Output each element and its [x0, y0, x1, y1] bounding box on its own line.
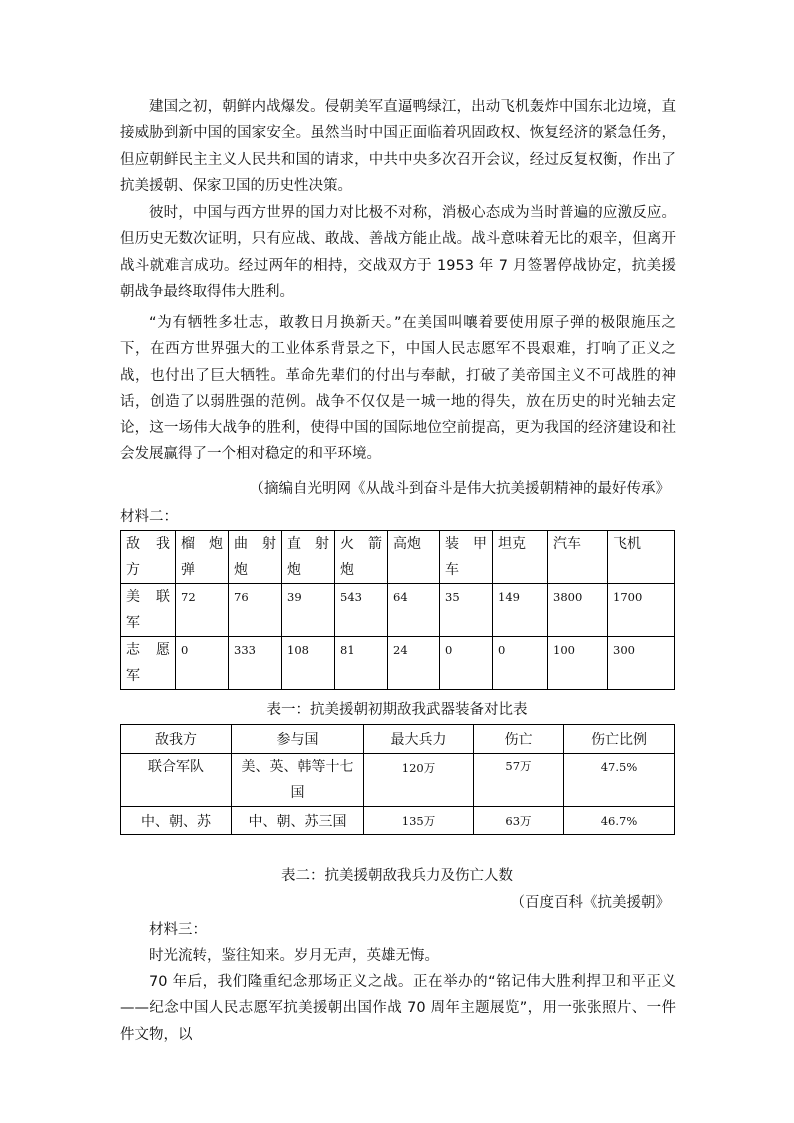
table-cell: 135万: [364, 807, 474, 835]
table-row: [121, 584, 675, 637]
table-header-cell: 高炮: [388, 531, 440, 584]
table-cell: 1700: [608, 584, 675, 637]
table-header-cell: 参与国: [232, 725, 364, 754]
table-cell: 72: [176, 584, 229, 637]
table-cell: 3800: [548, 584, 608, 637]
table-header-cell: 伤亡: [474, 725, 564, 754]
table-cell: 57万: [474, 754, 564, 807]
table-cell: 39: [282, 584, 335, 637]
table-cell: 35: [440, 584, 493, 637]
table-header-cell: 敌 我 方: [121, 531, 176, 584]
paragraph-1: 建国之初，朝鲜内战爆发。侵朝美军直逼鸭绿江，出动飞机轰炸中国东北边境，直接威胁到新中国的国家安全。虽然当时中国正面临着巩固政权、恢复经济的紧急任务，但应朝鲜民主主义人民共和国的请求，中共中央多次召开会议，经过反复权衡，作出了抗美援朝、保家卫国的历史性决策。: [120, 99, 676, 194]
table-header-cell: 最大兵力: [364, 725, 474, 754]
table-cell: 志 愿 军: [121, 637, 176, 690]
table-cell: 中、朝、苏三国: [232, 807, 364, 835]
table-cell: 63万: [474, 807, 564, 835]
table-cell: 333: [229, 637, 282, 690]
table-cell: 543: [335, 584, 388, 637]
table-header-cell: 伤亡比例: [564, 725, 675, 754]
table-cell: 108: [282, 637, 335, 690]
table-header-cell: 装 甲 车: [440, 531, 493, 584]
table-row: [121, 637, 675, 690]
table-cell: 47.5%: [564, 754, 675, 807]
table-header-cell: 飞机: [608, 531, 675, 584]
table-header-cell: 汽车: [548, 531, 608, 584]
table-row: [121, 807, 675, 835]
table-cell: 100: [548, 637, 608, 690]
table-header-cell: 敌我方: [121, 725, 232, 754]
paragraph-4: 时光流转，鉴往知来。岁月无声，英雄无悔。: [149, 948, 439, 964]
table-cell: 联合军队: [121, 754, 232, 807]
table-cell: 149: [493, 584, 548, 637]
material-2-label: 材料二：: [120, 509, 178, 525]
paragraph-5: 70 年后，我们隆重纪念那场正义之战。正在举办的“铭记伟大胜利捍卫和平正义——纪念中国人民志愿军抗美援朝出国作战 70 周年主题展览”，用一张张照片、一件件文物，以: [120, 974, 676, 1043]
table-cell: 0: [440, 637, 493, 690]
table-cell: 24: [388, 637, 440, 690]
table-header-cell: 直 射 炮: [282, 531, 335, 584]
table-cell: 美、英、韩等十七国: [232, 754, 364, 807]
table-cell: 120万: [364, 754, 474, 807]
weapons-comparison-table: [120, 530, 675, 690]
table-cell: 中、朝、苏: [121, 807, 232, 835]
table-cell: 0: [493, 637, 548, 690]
table-cell: 0: [176, 637, 229, 690]
casualties-table: [120, 724, 675, 835]
table-header-cell: 曲 射 炮: [229, 531, 282, 584]
table-cell: 美 联 军: [121, 584, 176, 637]
source-citation-1: （摘编自光明网《从战斗到奋斗是伟大抗美援朝精神的最好传承》: [249, 481, 670, 497]
table-cell: 46.7%: [564, 807, 675, 835]
paragraph-2: 彼时，中国与西方世界的国力对比极不对称，消极心态成为当时普遍的应激反应。但历史无数次证明，只有应战、敢战、善战方能止战。战斗意味着无比的艰辛，但离开战斗就难言成功。经过两年的相持，交战双方于 1953 年 7 月签署停战协定，抗美援朝战争最终取得伟大胜利。: [120, 205, 676, 300]
table-2-caption: 表二：抗美援朝敌我兵力及伤亡人数: [281, 868, 513, 884]
table-header-cell: 火 箭 炮: [335, 531, 388, 584]
table-cell: 300: [608, 637, 675, 690]
table-1-caption: 表一：抗美援朝初期敌我武器装备对比表: [266, 702, 528, 718]
table-header-cell: 坦克: [493, 531, 548, 584]
table-header-row: [121, 531, 675, 584]
table-cell: 64: [388, 584, 440, 637]
material-3-label: 材料三：: [149, 922, 207, 938]
table-cell: 76: [229, 584, 282, 637]
table-header-cell: 榴 炮 弹: [176, 531, 229, 584]
source-citation-2: （百度百科《抗美援朝》: [510, 895, 670, 911]
table-row: [121, 754, 675, 807]
table-cell: 81: [335, 637, 388, 690]
paragraph-3: “为有牺牲多壮志，敢教日月换新天。”在美国叫嚷着要使用原子弹的极限施压之下，在西方世界强大的工业体系背景之下，中国人民志愿军不畏艰难，打响了正义之战，也付出了巨大牺牲。革命先辈们的付出与奉献，打破了美帝国主义不可战胜的神话，创造了以弱胜强的范例。战争不仅仅是一城一地的得失，放在历史的时光轴去定论，这一场伟大战争的胜利，使得中国的国际地位空前提高，更为我国的经济建设和社会发展赢得了一个相对稳定的和平环境。: [120, 315, 676, 463]
table-header-row: [121, 725, 675, 754]
